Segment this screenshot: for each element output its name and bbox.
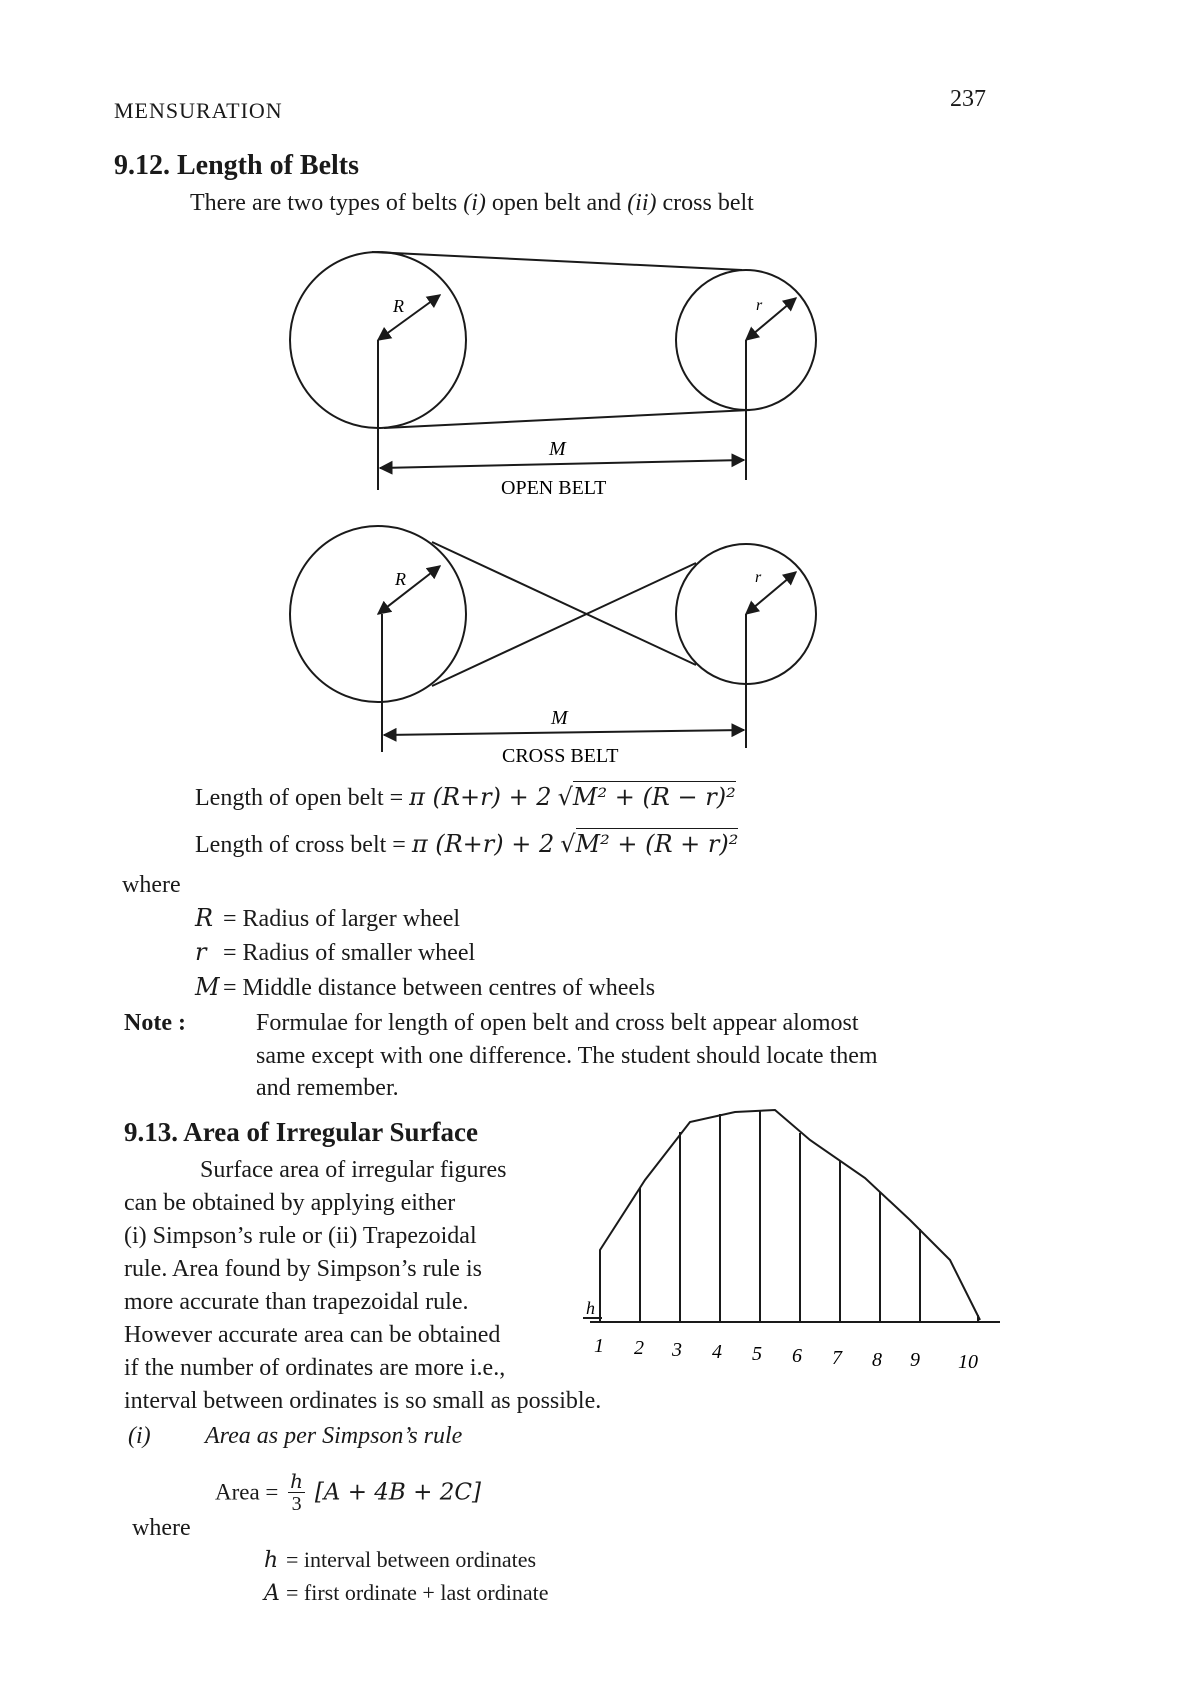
ordinate-label-2: 2 xyxy=(634,1337,644,1359)
cross-belt-radius-R xyxy=(378,566,440,614)
cross-belt-label-M: M xyxy=(551,707,568,729)
open-belt-radius-R xyxy=(378,295,440,340)
section-title-length-of-belts: 9.12. Length of Belts xyxy=(114,150,359,181)
note-label: Note : xyxy=(124,1010,186,1036)
note-line-3: and remember. xyxy=(256,1075,399,1101)
ordinate-label-10: 10 xyxy=(958,1351,978,1370)
ordinate-label-5: 5 xyxy=(752,1343,762,1365)
area-formula: Area = $\frac{h}{3}$ [A + 4B + 2C] xyxy=(215,1469,481,1515)
ordinate-label-6: 6 xyxy=(792,1345,802,1367)
definition-h: h = interval between ordinates xyxy=(264,1547,537,1573)
ordinate-label-3: 3 xyxy=(672,1339,682,1361)
ordinate-label-4: 4 xyxy=(712,1341,722,1363)
where-label-area: where xyxy=(132,1515,191,1541)
open-belt-label-R: R xyxy=(393,296,404,316)
irregular-curve xyxy=(600,1110,980,1320)
simpson-heading-number: (i) xyxy=(128,1423,151,1449)
definition-A: A = first ordinate + last ordinate xyxy=(264,1580,549,1606)
para-line-4: rule. Area found by Simpson’s rule is xyxy=(124,1256,482,1282)
note-line-1: Formulae for length of open belt and cross belt appear alomost xyxy=(256,1010,859,1036)
ordinate-label-1: 1 xyxy=(594,1335,604,1357)
page-number: 237 xyxy=(950,86,986,112)
open-belt-radius-r xyxy=(746,298,796,340)
ordinate-label-7: 7 xyxy=(832,1347,842,1369)
ordinate-label-8: 8 xyxy=(872,1349,882,1370)
cross-belt-label-r: r xyxy=(755,569,762,586)
open-belt-bottom-strand xyxy=(384,410,750,428)
para-line-1: Surface area of irregular figures xyxy=(200,1157,507,1183)
open-belt-dimension-M xyxy=(380,460,744,468)
para-line-3: (i) Simpson’s rule or (ii) Trapezoidal xyxy=(124,1223,477,1249)
ordinate-labels xyxy=(594,1335,978,1370)
definition-M: M = Middle distance between centres of wheels xyxy=(195,973,656,1001)
belts-intro: There are two types of belts (i) open belt and (ii) cross belt xyxy=(190,190,754,216)
h-label: h xyxy=(586,1298,595,1318)
ordinate-label-9: 9 xyxy=(910,1349,920,1370)
section-title-irregular-surface: 9.13. Area of Irregular Surface xyxy=(124,1117,478,1147)
cross-belt-radius-r xyxy=(746,572,796,614)
cross-belt-caption: CROSS BELT xyxy=(502,745,619,767)
para-line-6: However accurate area can be obtained xyxy=(124,1322,501,1348)
open-belt-caption: OPEN BELT xyxy=(501,477,607,499)
definition-R: R = Radius of larger wheel xyxy=(195,904,461,932)
formula-cross-belt: Length of cross belt = π (R+r) + 2 √M² + (R + r)² xyxy=(195,830,739,858)
formula-open-belt: Length of open belt = π (R+r) + 2 √M² + (R − r)² xyxy=(195,783,736,811)
cross-belt-strand-2 xyxy=(432,563,696,686)
cross-belt-label-R: R xyxy=(395,569,406,589)
definition-r: r = Radius of smaller wheel xyxy=(195,938,476,966)
para-line-8: interval between ordinates is so small as possible. xyxy=(124,1388,602,1414)
running-head: MENSURATION xyxy=(114,98,283,123)
cross-belt-strand-1 xyxy=(432,542,696,665)
note-line-2: same except with one difference. The student should locate them xyxy=(256,1043,878,1069)
open-belt-label-r: r xyxy=(756,297,763,314)
open-belt-label-M: M xyxy=(549,438,566,460)
simpson-heading: Area as per Simpson’s rule xyxy=(205,1423,463,1449)
para-line-5: more accurate than trapezoidal rule. xyxy=(124,1289,469,1315)
irregular-area-figure xyxy=(580,1100,1020,1370)
cross-belt-dimension-M xyxy=(384,730,744,735)
para-line-2: can be obtained by applying either xyxy=(124,1190,456,1216)
where-label-belts: where xyxy=(122,872,181,898)
para-line-7: if the number of ordinates are more i.e., xyxy=(124,1355,506,1381)
